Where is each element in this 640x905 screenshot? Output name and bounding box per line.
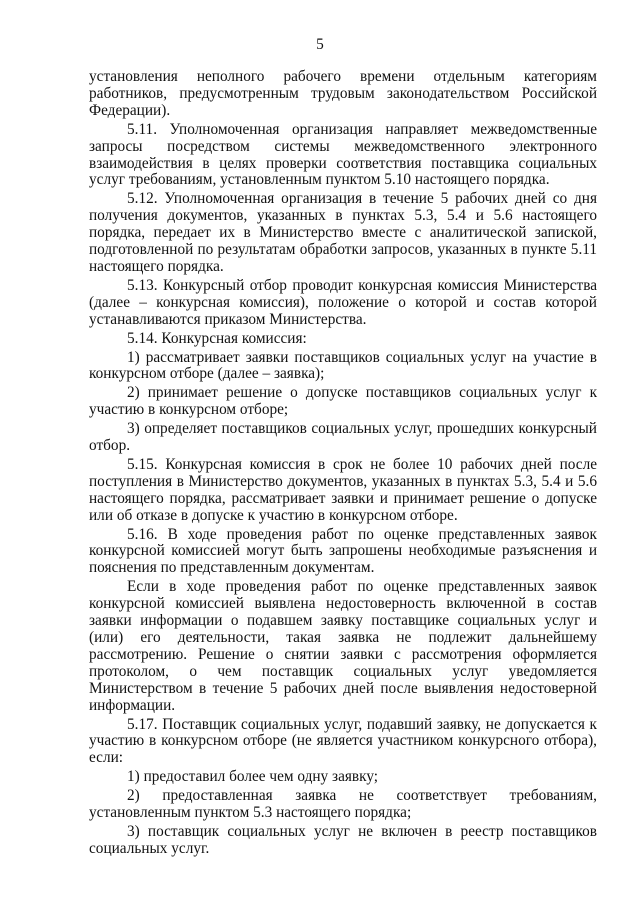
paragraph-5-16-continued: Если в ходе проведения работ по оценке представленных заявок конкурсной комиссией выявлена недостоверность включенной в состав заявки информации о подавшем заявку поставщике социальных услуг и (или) его деятельности, такая заявка не подлежит дальнейшему рассмотрению. Решение о снятии заявки с рассмотрения оформляется протоколом, о чем поставщик социальных услуг уведомляется Министерством в течение 5 рабочих дней после выявления недостоверной информации. [89,578,597,714]
list-item-5-17-2: 2) предоставленная заявка не соответствует требованиям, установленным пунктом 5.3 настоящего порядка; [89,787,597,822]
list-item-5-17-3: 3) поставщик социальных услуг не включен в реестр поставщиков социальных услуг. [89,822,597,857]
list-item-5-14-1: 1) рассматривает заявки поставщиков социальных услуг на участие в конкурсном отборе (далее – заявка); [89,348,597,383]
paragraph-continuation: установления неполного рабочего времени отдельным категориям работников, предусмотренным трудовым законодательством Российской Федерации). [89,68,597,119]
paragraph-5-12: 5.12. Уполномоченная организация в течение 5 рабочих дней со дня получения документов, указанных в пунктах 5.3, 5.4 и 5.6 настоящего порядка, передает их в Министерство вместе с аналитической запиской, подготовленной по результатам обработки запросов, указанных в пункте 5.11 настоящего порядка. [89,190,597,275]
paragraph-5-17: 5.17. Поставщик социальных услуг, подавший заявку, не допускается к участию в конкурсном отборе (не является участником конкурсного отбора), если: [89,715,597,767]
document-body [89,69,597,858]
list-item-5-14-3: 3) определяет поставщиков социальных услуг, прошедших конкурсный отбор. [89,420,597,455]
paragraph-5-11: 5.11. Уполномоченная организация направляет межведомственные запросы посредством системы межведомственного электронного взаимодействия в целях проверки соответствия поставщика социальных услуг требованиям, установленным пунктом 5.10 настоящего порядка. [89,120,597,189]
paragraph-5-15: 5.15. Конкурсная комиссия в срок не более 10 рабочих дней после поступления в Министерство документов, указанных в пунктах 5.3, 5.4 и 5.6 настоящего порядка, рассматривает заявки и принимает решение о допуске или об отказе в допуске к участию в конкурсном отборе. [89,455,597,524]
paragraph-5-16: 5.16. В ходе проведения работ по оценке представленных заявок конкурсной комиссией могут быть запрошены необходимые разъяснения и пояснения по представленным документам. [89,525,597,577]
paragraph-5-14: 5.14. Конкурсная комиссия: [127,329,307,347]
paragraph-5-13: 5.13. Конкурсный отбор проводит конкурсная комиссия Министерства (далее – конкурсная комиссия), положение о которой и состав которой устанавливаются приказом Министерства. [89,276,597,328]
page-number: 5 [316,36,324,53]
list-item-5-14-2: 2) принимает решение о допуске поставщиков социальных услуг к участию в конкурсном отборе; [89,384,597,419]
list-item-5-17-1: 1) предоставил более чем одну заявку; [127,768,379,786]
